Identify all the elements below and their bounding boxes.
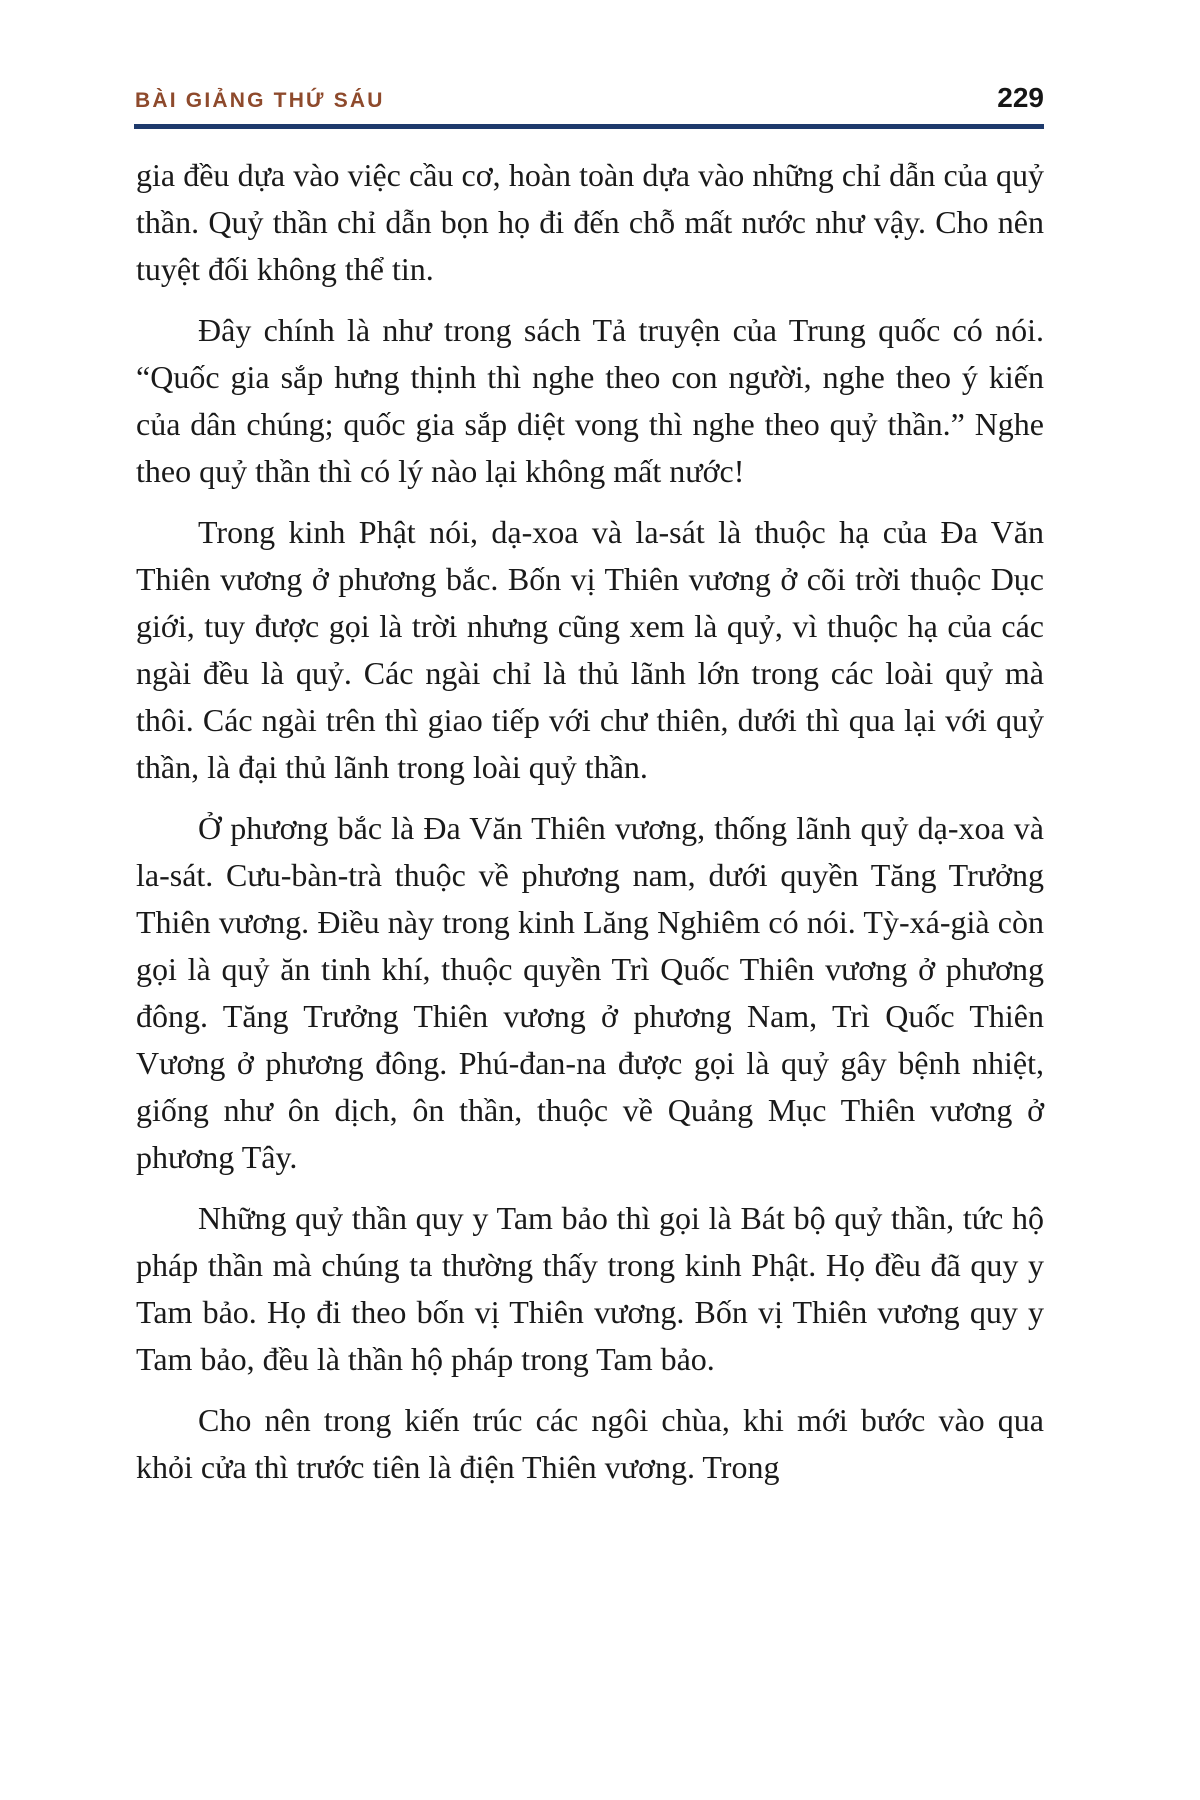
paragraph: gia đều dựa vào việc cầu cơ, hoàn toàn dựa vào những chỉ dẫn của quỷ thần. Quỷ thần chỉ dẫn bọn họ đi đến chỗ mất nước như vậy. Cho nên tuyệt đối không thể tin. bbox=[136, 157, 1044, 287]
page-number: 229 bbox=[997, 82, 1044, 113]
paragraph: Trong kinh Phật nói, dạ-xoa và la-sát là thuộc hạ của Đa Văn Thiên vương ở phương bắc. Bốn vị Thiên vương ở cõi trời thuộc Dục giới, tuy được gọi là trời nhưng cũng xem là quỷ, vì thuộc hạ của các ngài đều là quỷ. Các ngài chỉ là thủ lãnh lớn trong các loài quỷ mà thôi. Các ngài trên thì giao tiếp với chư thiên, dưới thì qua lại với quỷ thần, là đại thủ lãnh trong loài quỷ thần. bbox=[136, 514, 1044, 785]
running-title: BÀI GIẢNG THỨ SÁU bbox=[135, 89, 385, 112]
header-rule bbox=[134, 124, 1044, 129]
paragraph: Đây chính là như trong sách Tả truyện của Trung quốc có nói. “Quốc gia sắp hưng thịnh thì nghe theo con người, nghe theo ý kiến của dân chúng; quốc gia sắp diệt vong thì nghe theo quỷ thần.” Nghe theo quỷ thần thì có lý nào lại không mất nước! bbox=[136, 312, 1044, 489]
paragraph: Ở phương bắc là Đa Văn Thiên vương, thống lãnh quỷ dạ-xoa và la-sát. Cưu-bàn-trà thuộc về phương nam, dưới quyền Tăng Trưởng Thiên vương. Điều này trong kinh Lăng Nghiêm có nói. Tỳ-xá-già còn gọi là quỷ ăn tinh khí, thuộc quyền Trì Quốc Thiên vương ở phương đông. Tăng Trưởng Thiên vương ở phương Nam, Trì Quốc Thiên Vương ở phương đông. Phú-đan-na được gọi là quỷ gây bệnh nhiệt, giống như ôn dịch, ôn thần, thuộc về Quảng Mục Thiên vương ở phương Tây. bbox=[136, 810, 1044, 1175]
paragraph: Cho nên trong kiến trúc các ngôi chùa, khi mới bước vào qua khỏi cửa thì trước tiên là điện Thiên vương. Trong bbox=[136, 1402, 1044, 1485]
running-header bbox=[135, 82, 1044, 114]
page-body bbox=[136, 152, 1044, 1505]
paragraph: Những quỷ thần quy y Tam bảo thì gọi là Bát bộ quỷ thần, tức hộ pháp thần mà chúng ta thường thấy trong kinh Phật. Họ đều đã quy y Tam bảo. Họ đi theo bốn vị Thiên vương. Bốn vị Thiên vương quy y Tam bảo, đều là thần hộ pháp trong Tam bảo. bbox=[136, 1200, 1044, 1377]
